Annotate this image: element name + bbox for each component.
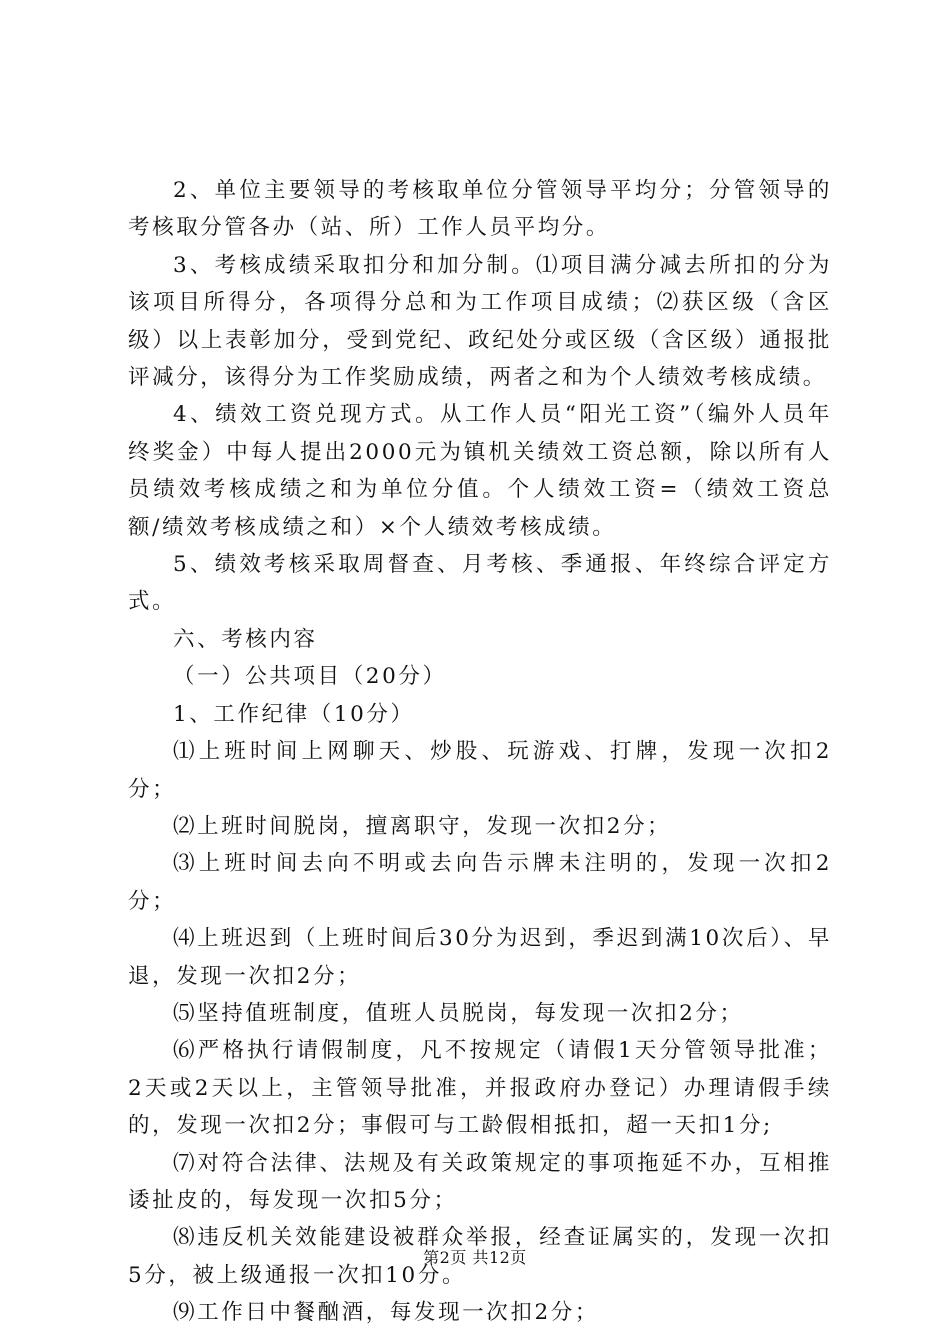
paragraph-item-3: 3、考核成绩采取扣分和加分制。⑴项目满分减去所扣的分为该项目所得分，各项得分总和为工作项目成绩；⑵获区级（含区级）以上表彰加分，受到党纪、政纪处分或区级（含区级）通报批评减分，该得分为工作奖励成绩，两者之和为个人绩效考核成绩。 [128, 252, 832, 391]
paragraph-item-2: 2、单位主要领导的考核取单位分管领导平均分；分管领导的考核取分管各办（站、所）工作人员平均分。 [128, 178, 832, 241]
rule-item-7: ⑺对符合法律、法规及有关政策规定的事项拖延不办，互相推诿扯皮的，每发现一次扣5分； [128, 1150, 832, 1213]
section-heading-six: 六、考核内容 [173, 626, 318, 652]
subsection-heading-public: （一）公共项目（20分） [173, 664, 447, 690]
rule-item-9: ⑼工作日中餐酗酒，每发现一次扣2分； [173, 1300, 599, 1326]
rule-item-5: ⑸坚持值班制度，值班人员脱岗，每发现一次扣2分； [173, 1000, 744, 1026]
paragraph-item-5: 5、绩效考核采取周督查、月考核、季通报、年终综合评定方式。 [128, 552, 832, 615]
rule-item-4: ⑷上班迟到（上班时间后30分为迟到，季迟到满10次后）、早退，发现一次扣2分； [128, 926, 832, 989]
rule-item-6: ⑹严格执行请假制度，凡不按规定（请假1天分管领导批准；2天或2天以上，主管领导批准，并报政府办登记）办理请假手续的，发现一次扣2分；事假可与工龄假相抵扣，超一天扣1分; [128, 1038, 832, 1139]
item-heading-discipline: 1、工作纪律（10分） [173, 701, 415, 727]
paragraph-item-4: 4、绩效工资兑现方式。从工作人员“阳光工资”（编外人员年终奖金）中每人提出2000元为镇机关绩效工资总额，除以所有人员绩效考核成绩之和为单位分值。个人绩效工资=（绩效工资总额/绩效考核成绩之和）×个人绩效考核成绩。 [128, 402, 832, 540]
page-footer: 第2页 共12页 [423, 1248, 527, 1267]
rule-item-3: ⑶上班时间去向不明或去向告示牌未注明的，发现一次扣2分； [128, 851, 832, 914]
document-body [128, 172, 832, 1332]
rule-item-1: ⑴上班时间上网聊天、炒股、玩游戏、打牌，发现一次扣2分； [128, 739, 832, 802]
rule-item-8: ⑻违反机关效能建设被群众举报，经查证属实的，发现一次扣5分，被上级通报一次扣10分。 [128, 1225, 832, 1288]
rule-item-2: ⑵上班时间脱岗，擅离职守，发现一次扣2分； [173, 813, 672, 839]
